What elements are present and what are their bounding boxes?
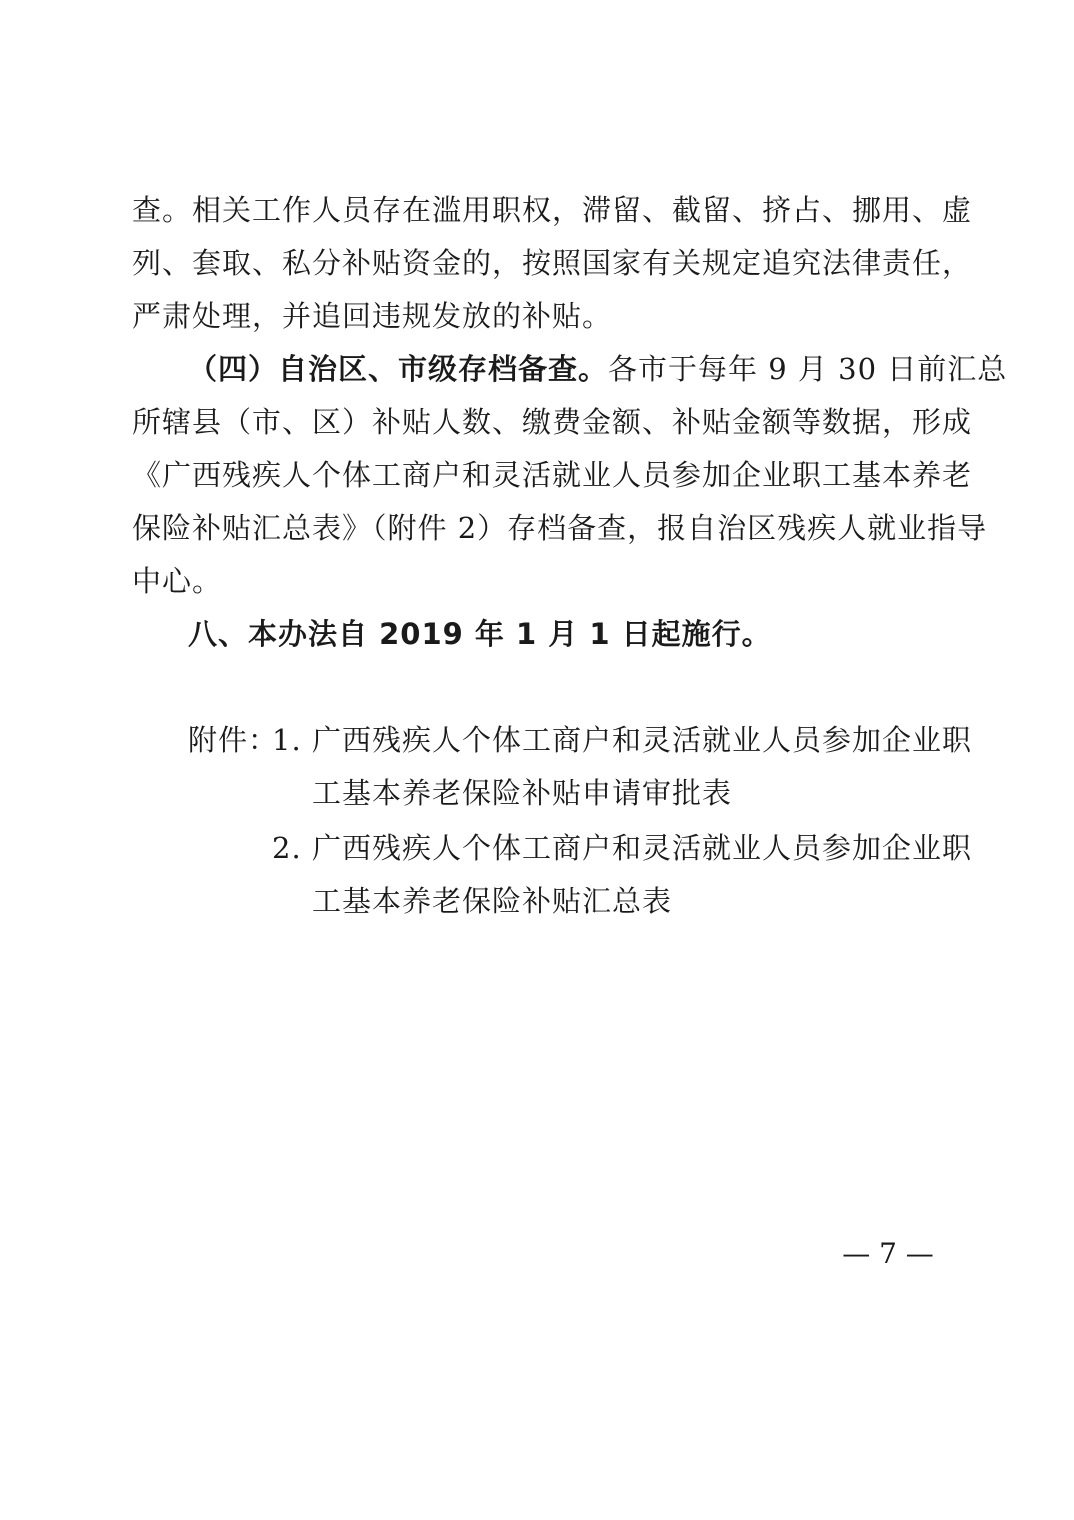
paragraph-1-line-3: 严肃处理，并追回违规发放的补贴。 [132,299,613,333]
paragraph-2-line-5: 中心。 [132,564,223,598]
page-number: — 7 — [842,1237,934,1270]
attachment-1-title-line-1: 广西残疾人个体工商户和灵活就业人员参加企业职 [312,723,973,757]
attachment-2-number: 2. [272,831,302,865]
attachment-1-number: 1. [272,723,302,757]
paragraph-2-line-4: 保险补贴汇总表》（附件 2）存档备查，报自治区残疾人就业指导 [132,511,988,545]
paragraph-2-line-2: 所辖县（市、区）补贴人数、缴费金额、补贴金额等数据，形成 [132,405,973,439]
attachment-2-title-line-1: 广西残疾人个体工商户和灵活就业人员参加企业职 [312,831,973,865]
attachment-1-title-line-2: 工基本养老保险补贴申请审批表 [312,776,733,810]
article-8: 八、本办法自 2019 年 1 月 1 日起施行。 [188,617,772,651]
paragraph-2-line-3: 《广西残疾人个体工商户和灵活就业人员参加企业职工基本养老 [132,458,973,492]
paragraph-2-line-1-text: 各市于每年 9 月 30 日前汇总 [608,352,1008,386]
paragraph-1-line-2: 列、套取、私分补贴资金的，按照国家有关规定追究法律责任， [132,246,973,280]
section-heading-4: （四）自治区、市级存档备查。 [188,352,609,386]
attachment-2-title-line-2: 工基本养老保险补贴汇总表 [312,884,673,918]
paragraph-2-line-1 [188,349,1008,389]
paragraph-1-line-1: 查。相关工作人员存在滥用职权，滞留、截留、挤占、挪用、虚 [132,193,973,227]
attachments-label: 附件： [188,723,279,757]
